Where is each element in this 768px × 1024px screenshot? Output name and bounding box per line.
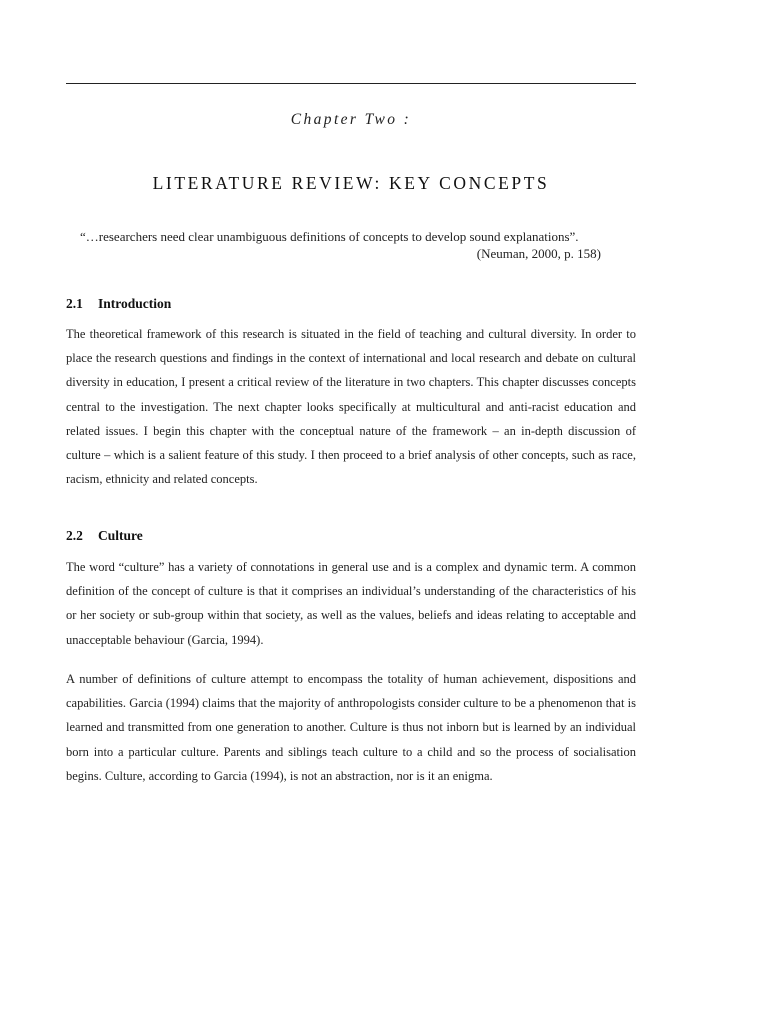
chapter-title: LITERATURE REVIEW: KEY CONCEPTS [152, 173, 550, 193]
epigraph-quote: “…researchers need clear unambiguous definitions of concepts to develop sound explanations”. [80, 229, 579, 244]
culture-paragraph-1: The word “culture” has a variety of connotations in general use and is a complex and dynamic term. A common definition of the concept of culture is that it comprises an individual’s understanding of the characteristics of his or her society or sub-group within that society, as well as the values, beliefs and ideas relating to acceptable and unacceptable behaviour (Garcia, 1994). [66, 560, 636, 647]
section-heading-culture [66, 528, 143, 544]
culture-paragraph-2: A number of definitions of culture attempt to encompass the totality of human achievement, dispositions and capabilities. Garcia (1994) claims that the majority of anthropologists consider culture to be a phenomenon that is learned and transmitted from one generation to another. Culture is thus not inborn but is learned by an individual born into a particular culture. Parents and siblings teach culture to a child and so the process of socialisation begins. Culture, according to Garcia (1994), is not an abstraction, nor is it an enigma. [66, 672, 636, 783]
section-number: 2.2 [66, 528, 83, 543]
section-number: 2.1 [66, 296, 83, 311]
section-title: Culture [98, 528, 143, 543]
section-heading-introduction [66, 296, 171, 312]
section-title: Introduction [98, 296, 172, 311]
header-rule [66, 83, 636, 84]
chapter-label: Chapter Two : [290, 111, 412, 128]
epigraph [80, 228, 620, 262]
introduction-paragraph: The theoretical framework of this research is situated in the field of teaching and cultural diversity. In order to place the research questions and findings in the context of international and local research and debate on cultural diversity in education, I present a critical review of the literature in two chapters. This chapter discusses concepts central to the investigation. The next chapter looks specifically at multicultural and anti-racist education and related issues. I begin this chapter with the conceptual nature of the framework – an in-depth discussion of culture – which is a salient feature of this study. I then proceed to a brief analysis of other concepts, such as race, racism, ethnicity and related concepts. [66, 327, 636, 487]
epigraph-citation: (Neuman, 2000, p. 158) [476, 246, 601, 261]
